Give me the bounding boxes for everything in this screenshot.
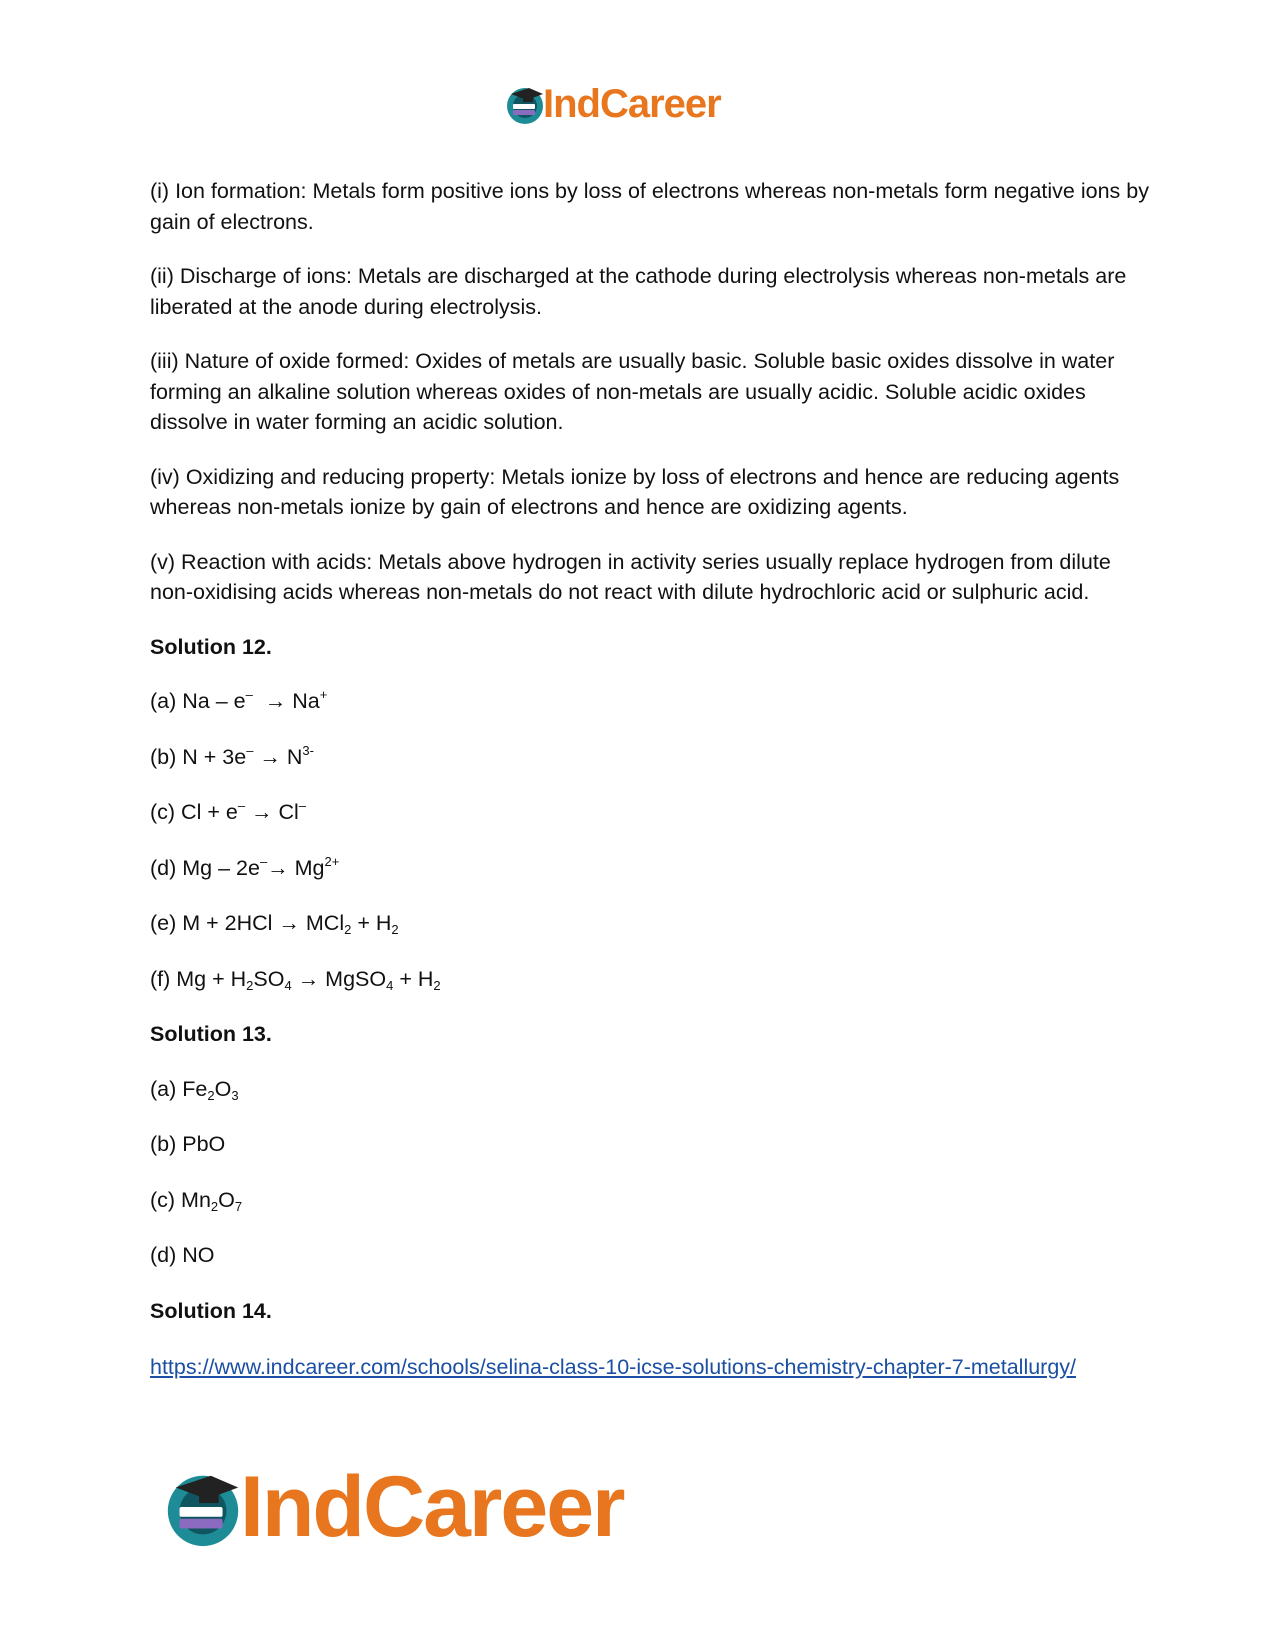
solution-13-heading: Solution 13. xyxy=(150,1022,272,1046)
formula-c: (c) $Mn_2O_7$ xyxy=(150,1187,243,1214)
brand-name: IndCareer xyxy=(543,82,721,126)
equation-a: (a) Na – e– → Na+ xyxy=(150,687,328,713)
solution-14-heading: Solution 14. xyxy=(150,1298,272,1323)
solution-12-heading: Solution 12. xyxy=(150,634,272,659)
source-link-paragraph xyxy=(150,1350,1150,1384)
graduation-cap-globe-icon xyxy=(503,82,547,126)
document-body xyxy=(150,176,1150,1408)
formula-a: (a) $Fe_2O_3$ xyxy=(150,1076,239,1103)
brand-name: IndCareer xyxy=(240,1459,624,1555)
equation-d: (d) $Mg - 2e^-\to Mg^{2+}$ xyxy=(150,853,340,880)
formula-d: (d) NO xyxy=(150,1243,215,1267)
footer-logo xyxy=(160,1459,624,1555)
graduation-cap-globe-icon xyxy=(160,1464,246,1550)
paragraph-discharge-of-ions: (ii) Discharge of ions: Metals are discharged at the cathode during electrolysis whereas non-metals are liberated at the anode during electrolysis. xyxy=(150,264,1127,319)
paragraph-ion-formation: (i) Ion formation: Metals form positive ions by loss of electrons whereas non-metals form negative ions by gain of electrons. xyxy=(150,179,1149,234)
paragraph-nature-of-oxide: (iii) Nature of oxide formed: Oxides of metals are usually basic. Soluble basic oxides dissolve in water forming an alkaline solution whereas oxides of non-metals are usually acidic. Soluble acidic oxides dissolve in water forming an acidic solution. xyxy=(150,349,1115,434)
formula-b: (b) PbO xyxy=(150,1132,226,1156)
paragraph-reaction-with-acids: (v) Reaction with acids: Metals above hydrogen in activity series usually replace hydrogen from dilute non-oxidising acids whereas non-metals do not react with dilute hydrochloric acid or sulphuric acid. xyxy=(150,549,1111,604)
equation-c: (c) Cl + e– → Cl– xyxy=(150,798,307,824)
equation-e: (e) $M + 2HCl \to MCl_2 + H_2$ xyxy=(150,911,399,937)
source-link[interactable]: https://www.indcareer.com/schools/selina-class-10-icse-solutions-chemistry-chapter-7-metallurgy/ xyxy=(150,1355,1077,1379)
equation-b: (b) $N + 3e^- \to N^{3-}$ xyxy=(150,742,314,769)
header-logo xyxy=(503,78,721,130)
equation-f: (f) $Mg + H_2SO_4$ → MgSO$_4$ + $H_2$ xyxy=(150,966,441,993)
paragraph-oxidizing-reducing: (iv) Oxidizing and reducing property: Metals ionize by loss of electrons and hence are reducing agents whereas non-metals ionize by gain of electrons and hence are oxidizing agents. xyxy=(150,464,1120,519)
